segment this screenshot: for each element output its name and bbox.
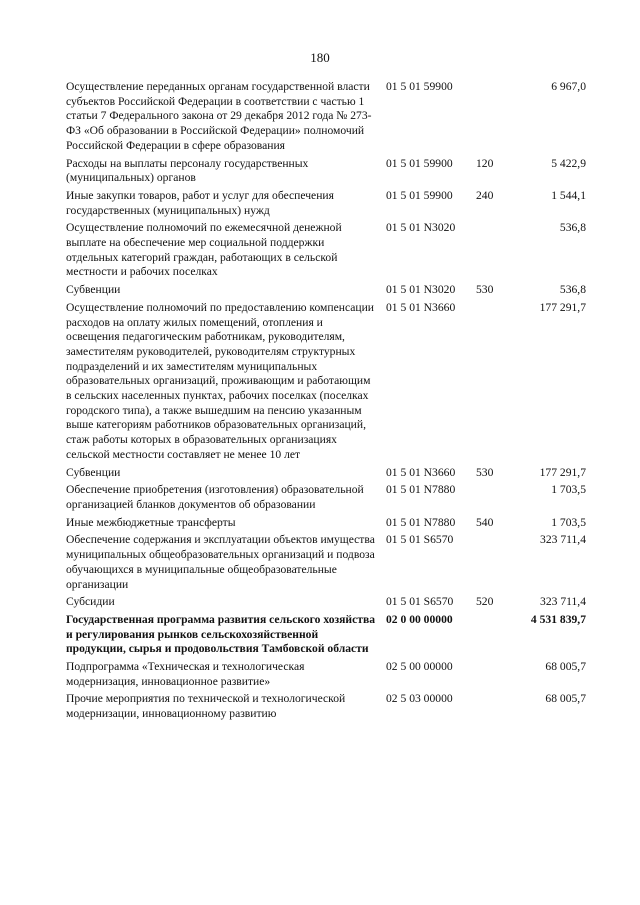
row-expense-type: 120 [476,156,494,170]
row-amount: 68 005,7 [545,660,586,674]
row-name: Осуществление полномочий по ежемесячной денежной выплате на обеспечение мер социальной поддержки отдельных категорий граждан, работающих в сельской местности и рабочих поселках [66,221,342,279]
row-amount: 323 711,4 [540,595,586,609]
row-amount: 323 711,4 [540,533,586,547]
row-code: 02 5 00 00000 [386,660,453,674]
row-name: Субвенции [66,283,121,297]
row-code: 01 5 01 S6570 [386,533,454,547]
row-code: 02 5 03 00000 [386,692,453,706]
row-name: Субвенции [66,465,121,479]
row-name: Иные закупки товаров, работ и услуг для обеспечения государственных (муниципальных) нужд [66,188,334,217]
row-amount: 1 703,5 [551,515,586,529]
row-code: 01 5 01 59900 [386,80,453,93]
table-row [66,157,586,186]
row-name: Иные межбюджетные трансферты [66,515,236,529]
table-row [66,189,586,218]
row-expense-type: 520 [476,595,494,609]
row-name: Субсидии [66,595,115,609]
table-row [66,283,586,298]
table-row [66,466,586,481]
row-code: 01 5 01 N7880 [386,515,456,529]
row-name: Обеспечение содержания и эксплуатации объектов имущества муниципальных общеобразовательных организаций и подвоза обучающихся в муниципальные общеобразовательные организации [66,533,375,591]
budget-table [66,80,586,725]
row-amount: 536,8 [559,283,586,297]
row-name: Подпрограмма «Техническая и технологическая модернизация, инновационное развитие» [66,660,305,688]
row-amount: 4 531 839,7 [530,612,586,626]
row-name: Осуществление переданных органам государственной власти субъектов Российской Федерации в соответствии с частью 1 статьи 7 Федерального закона от 29 декабря 2012 года № 273-ФЗ «Об образовании в Российской Федерации» полномочий Российской Федерации в сфере образования [66,80,372,152]
row-amount: 177 291,7 [539,300,586,314]
row-code: 02 0 00 00000 [386,612,453,626]
row-amount: 6 967,0 [551,80,586,93]
row-amount: 177 291,7 [539,465,586,479]
row-amount: 1 703,5 [551,483,586,497]
row-expense-type: 240 [476,188,494,202]
row-amount: 5 422,9 [551,156,586,170]
row-name: Осуществление полномочий по предоставлению компенсации расходов на оплату жилых помещений, отопления и освещения педагогическим работникам, руководителям, заместителям руководителей, руководителям структурных подразделений и их заместителям муниципальных образовательных организаций, проживающим и работающим в сельских населенных пунктах, рабочих поселках (поселках городского типа), а также вышедшим на пенсию указанным выше категориям работников образовательных организаций, стаж работы которых в образовательных организациях сельской местности составляет не менее 10 лет [66,300,374,461]
row-code: 01 5 01 59900 [386,188,453,202]
row-expense-type: 540 [476,515,494,529]
table-row [66,595,586,610]
row-name: Расходы на выплаты персоналу государственных (муниципальных) органов [66,156,309,185]
row-name: Обеспечение приобретения (изготовления) образовательной организацией бланков документов об образовании [66,483,364,511]
table-row [66,613,586,657]
row-name: Государственная программа развития сельского хозяйства и регулирования рынков сельскохозяйственной продукции, сырья и продовольствия Тамбовской области [66,612,376,656]
row-amount: 1 544,1 [551,188,586,202]
table-row [66,692,586,721]
table-row [66,221,586,280]
table-row [66,301,586,463]
row-code: 01 5 01 59900 [386,156,453,170]
row-code: 01 5 01 S6570 [386,595,454,609]
row-name: Прочие мероприятия по технической и технологической модернизации, инновационному развитию [66,692,346,721]
table-row [66,533,586,592]
row-expense-type: 530 [476,283,494,297]
row-code: 01 5 01 N3020 [386,283,456,297]
page-number: 180 [310,50,330,65]
row-amount: 536,8 [559,221,586,235]
row-code: 01 5 01 N3660 [386,300,456,314]
row-expense-type: 530 [476,465,494,479]
table-row [66,80,586,154]
row-amount: 68 005,7 [545,692,586,706]
row-code: 01 5 01 N3020 [386,221,456,235]
row-code: 01 5 01 N3660 [386,465,456,479]
table-row [66,483,586,512]
row-code: 01 5 01 N7880 [386,483,456,497]
table-row [66,660,586,689]
table-row [66,516,586,531]
